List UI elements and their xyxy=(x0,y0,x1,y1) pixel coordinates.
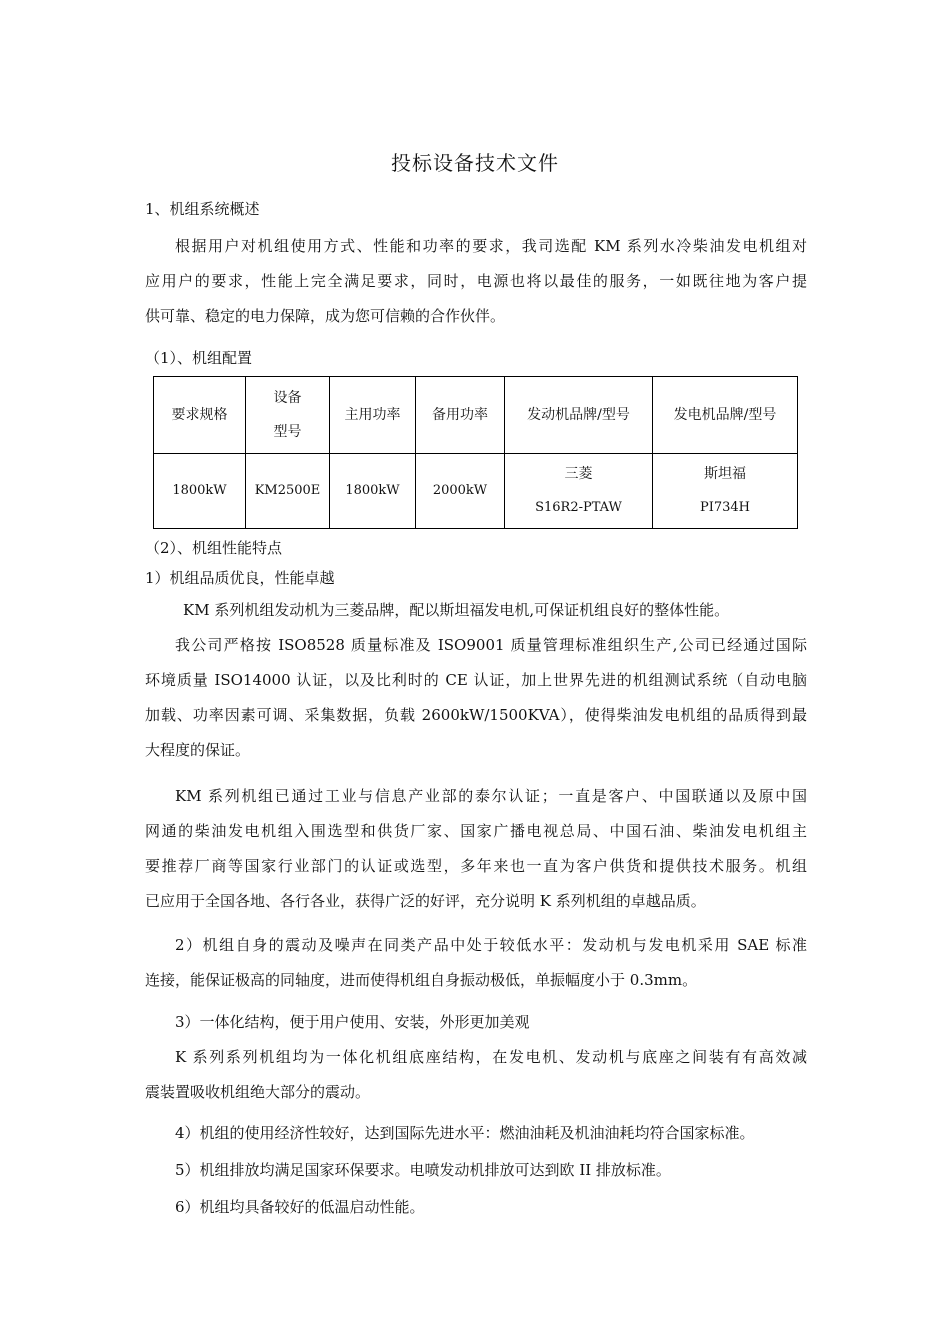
table-header-row xyxy=(154,377,798,454)
header-line: 型号 xyxy=(273,424,302,440)
header-cell: 发电机品牌/型号 xyxy=(653,377,798,454)
table-cell xyxy=(653,454,798,529)
text-line: 连接，能保证极高的同轴度，进而使得机组自身振动极低，单振幅度小于 0.3mm。 xyxy=(145,971,698,989)
feature-heading: 1）机组品质优良，性能卓越 xyxy=(145,569,335,587)
text-line: 已应用于全国各地、各行各业，获得广泛的好评，充分说明 K 系列机组的卓越品质。 xyxy=(145,892,706,910)
text-line: 要推荐厂商等国家行业部门的认证或选型，多年来也一直为客户供货和提供技术服务。机组 xyxy=(145,857,807,875)
header-cell: 主用功率 xyxy=(330,377,416,454)
header-line: 设备 xyxy=(273,390,302,406)
text-line: 我公司严格按 ISO8528 质量标准及 ISO9001 质量管理标准组织生产,公司已经通过国际 xyxy=(175,636,807,654)
configuration-table xyxy=(153,376,798,529)
engine-brand: 三菱 xyxy=(564,466,593,482)
feature-text: 4）机组的使用经济性较好，达到国际先进水平：燃油油耗及机油油耗均符合国家标准。 xyxy=(175,1124,755,1142)
text-line: 网通的柴油发电机组入围选型和供货厂家、国家广播电视总局、中国石油、柴油发电机组主 xyxy=(145,822,807,840)
text-line: 供可靠、稳定的电力保障，成为您可信赖的合作伙伴。 xyxy=(145,307,506,325)
header-cell: 要求规格 xyxy=(154,377,246,454)
feature-heading: 3）一体化结构，便于用户使用、安装，外形更加美观 xyxy=(175,1013,530,1031)
certification-paragraph xyxy=(145,779,807,919)
quality-paragraph xyxy=(145,628,807,768)
table-cell: KM2500E xyxy=(246,454,330,529)
text-line: 环境质量 ISO14000 认证，以及比利时的 CE 认证，加上世界先进的机组测试系统（自动电脑 xyxy=(145,671,807,689)
alternator-brand: 斯坦福 xyxy=(704,466,746,482)
feature-text: 6）机组均具备较好的低温启动性能。 xyxy=(175,1198,425,1216)
header-cell: 备用功率 xyxy=(416,377,505,454)
alternator-model: PI734H xyxy=(699,500,751,515)
header-cell: 发动机品牌/型号 xyxy=(505,377,653,454)
subsection-heading: （1）、机组配置 xyxy=(145,349,253,367)
document-title: 投标设备技术文件 xyxy=(391,151,559,175)
table-cell: 2000kW xyxy=(416,454,505,529)
text-line: K 系列系列机组均为一体化机组底座结构，在发电机、发动机与底座之间装有有高效减 xyxy=(175,1048,807,1066)
vibration-paragraph xyxy=(145,928,807,998)
section-heading: 1、机组系统概述 xyxy=(145,200,260,218)
intro-paragraph xyxy=(145,229,807,334)
text-line: 加载、功率因素可调、采集数据，负载 2600kW/1500KVA），使得柴油发电机组的品质得到最 xyxy=(145,706,807,724)
table-cell: 1800kW xyxy=(330,454,416,529)
table-cell: 1800kW xyxy=(154,454,246,529)
structure-paragraph xyxy=(145,1040,807,1110)
text-line: 2）机组自身的震动及噪声在同类产品中处于较低水平：发动机与发电机采用 SAE 标准 xyxy=(175,936,807,954)
text-line: 震装置吸收机组绝大部分的震动。 xyxy=(145,1083,371,1101)
feature-text: 5）机组排放均满足国家环保要求。电喷发动机排放可达到欧 II 排放标准。 xyxy=(175,1161,671,1179)
text-line: KM 系列机组已通过工业与信息产业部的泰尔认证；一直是客户、中国联通以及原中国 xyxy=(175,787,807,805)
subsection-heading: （2）、机组性能特点 xyxy=(145,539,283,557)
table-row xyxy=(154,454,798,529)
engine-model: S16R2-PTAW xyxy=(535,500,622,515)
table-cell xyxy=(505,454,653,529)
feature-text: KM 系列机组发动机为三菱品牌，配以斯坦福发电机,可保证机组良好的整体性能。 xyxy=(183,601,730,619)
text-line: 大程度的保证。 xyxy=(145,741,251,759)
text-line: 应用户的要求，性能上完全满足要求，同时，电源也将以最佳的服务，一如既往地为客户提 xyxy=(145,272,807,290)
header-cell xyxy=(246,377,330,454)
text-line: 根据用户对机组使用方式、性能和功率的要求，我司选配 KM 系列水冷柴油发电机组对 xyxy=(175,237,807,255)
